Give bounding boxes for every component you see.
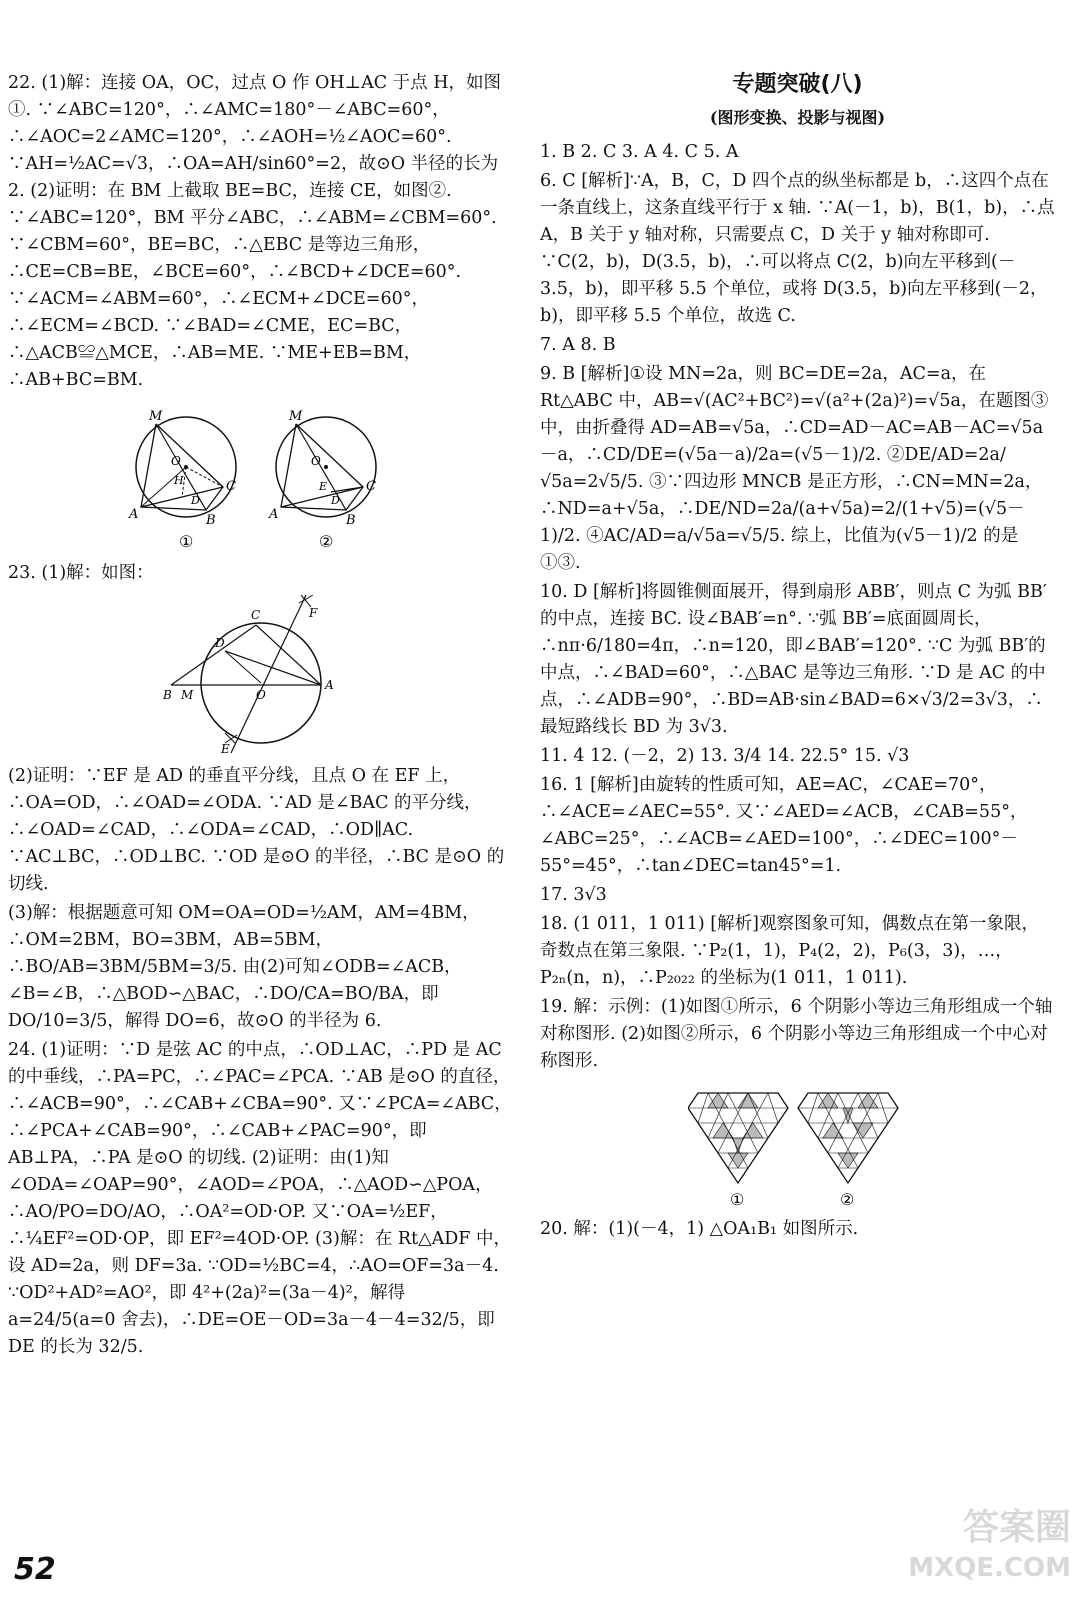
svg-text:D: D: [330, 494, 340, 507]
svg-text:B: B: [162, 688, 172, 702]
answer-19: 19. 解：示例：(1)如图①所示，6 个阴影小等边三角形组成一个轴对称图形. (2)如图②所示，6 个阴影小等边三角形组成一个中心对称图形.: [540, 997, 1053, 1071]
answer-16: 16. 1 [解析]由旋转的性质可知，AE=AC，∠CAE=70°，∴∠ACE=∠AEC=55°. 又∵∠AED=∠ACB，∠CAB=55°，∠ABC=25°，∴∠ACB=∠AED=100°，∴∠DEC=100°－55°=45°，∴tan∠DEC=tan45°=1.: [540, 775, 1028, 876]
svg-text:E: E: [318, 480, 327, 493]
right-column: [540, 70, 1055, 1245]
svg-text:C: C: [365, 479, 376, 494]
svg-text:D: D: [190, 494, 200, 507]
left-column: [8, 70, 513, 1363]
watermark-line-2: MXQE.COM: [908, 1553, 1071, 1583]
watermark-line-1: 答案圈: [962, 1507, 1071, 1548]
svg-text:C: C: [250, 608, 260, 622]
figure-19-label-1: ①: [729, 1190, 744, 1208]
svg-text:A: A: [128, 507, 138, 522]
svg-text:O: O: [255, 688, 266, 702]
answer-11-15: 11. 4 12. (－2，2) 13. 3/4 14. 22.5° 15. √3: [540, 746, 910, 766]
answer-23-part2: (2)证明：∵EF 是 AD 的垂直平分线，且点 O 在 EF 上，∴OA=OD，∴∠OAD=∠ODA. ∵AD 是∠BAC 的平分线，∴∠OAD=∠CAD，∴∠ODA=∠CAD，∴OD∥AC. ∵AC⊥BC，∴OD⊥BC. ∵OD 是⊙O 的半径，∴BC 是⊙O 的切线.: [8, 766, 505, 894]
section-title: 专题突破(八): [732, 72, 863, 97]
figure-22-label-1: ①: [178, 532, 193, 551]
section-subtitle: (图形变换、投影与视图): [709, 108, 886, 127]
svg-text:O: O: [310, 454, 321, 468]
answer-17: 17. 3√3: [540, 885, 607, 905]
svg-text:E: E: [220, 742, 230, 755]
svg-text:B: B: [345, 513, 356, 528]
svg-text:O: O: [170, 454, 181, 468]
svg-text:M: M: [148, 409, 162, 424]
answer-6: 6. C [解析]∵A，B，C，D 四个点的纵坐标都是 b，∴这四个点在一条直线上，这条直线平行于 x 轴. ∵A(－1，b)，B(1，b)，∴点 A，B 关于 y 轴对称，只需要点 C，D 关于 y 轴对称即可. ∵C(2，b)，D(3.5，b)，∴可以将点 C(2，b)向左平移到(－3.5，b)，即平移 5.5 个单位，或将 D(3.5，b)向左平移到(－2，b)，即平移 5.5 个单位，故选 C.: [540, 171, 1055, 326]
svg-text:M: M: [288, 409, 302, 424]
svg-text:A: A: [324, 678, 334, 692]
figure-19: [688, 1083, 908, 1208]
answer-24-text: 24. (1)证明：∵D 是弦 AC 的中点，∴OD⊥AC，∴PD 是 AC 的中垂线，∴PA=PC，∴∠PAC=∠PCA. ∵AB 是⊙O 的直径，∴∠ACB=90°，∴∠CAB+∠CBA=90°. 又∵∠PCA=∠ABC，∴∠PCA+∠CAB=90°，∴∠CAB+∠PAC=90°，即 AB⊥PA，∴PA 是⊙O 的切线. (2)证明：由(1)知∠ODA=∠OAP=90°，∠AOD=∠POA，∴△AOD∽△POA，∴AO/PO=DO/AO，∴OA²=OD·OP. 又∵OA=½EF，∴¼EF²=OD·OP，即 EF²=4OD·OP. (3)解：在 Rt△ADF 中，设 AD=2a，则 DF=3a. ∵OD=½BC=4，∴AO=OF=3a－4. ∵OD²+AD²=AO²，即 4²+(2a)²=(3a－4)²，解得 a=24/5(a=0 舍去)，∴DE=OE－OD=3a－4－4=32/5，即 DE 的长为 32/5.: [8, 1040, 512, 1357]
svg-text:D: D: [214, 636, 225, 650]
answer-22-text: 22. (1)解：连接 OA，OC，过点 O 作 OH⊥AC 于点 H，如图①. ∵∠ABC=120°，∴∠AMC=180°－∠ABC=60°，∴∠AOC=2∠AMC=120°，∴∠AOH=½∠AOC=60°. ∵AH=½AC=√3，∴OA=AH/sin60°=2，故⊙O 半径的长为 2. (2)证明：在 BM 上截取 BE=BC，连接 CE，如图②. ∵∠ABC=120°，BM 平分∠ABC，∴∠ABM=∠CBM=60°. ∵∠CBM=60°，BE=BC，∴△EBC 是等边三角形，∴CE=CB=BE，∠BCE=60°，∴∠BCD+∠DCE=60°. ∵∠ACM=∠ABM=60°，∴∠ECM+∠DCE=60°，∴∠ECM=∠BCD. ∵∠BAD=∠CME，EC=BC，∴△ACB≌△MCE，∴AB=ME. ∵ME+EB=BM，∴AB+BC=BM.: [8, 73, 501, 390]
answer-23-part1: 23. (1)解：如图：: [8, 563, 154, 583]
answer-18: 18. (1 011，1 011) [解析]观察图象可知，偶数点在第一象限，奇数点在第三象限. ∵P₂(1，1)，P₄(2，2)，P₆(3，3)，…，P₂ₙ(n，n)，∴P₂₀₂₂ 的坐标为(1 011，1 011).: [540, 914, 1039, 988]
watermark: [908, 1508, 1071, 1588]
answer-7-8: 7. A 8. B: [540, 335, 616, 355]
svg-text:H: H: [173, 474, 184, 487]
figure-23: [161, 595, 361, 755]
answer-23-part3: (3)解：根据题意可知 OM=OA=OD=½AM，AM=4BM，∴OM=2BM，BO=3BM，AB=5BM，∴BO/AB=3BM/5BM=3/5. 由(2)可知∠ODB=∠ACB，∠B=∠B，∴△BOD∽△BAC，∴DO/CA=BO/BA，即 DO/10=3/5，解得 DO=6，故⊙O 的半径为 6.: [8, 903, 480, 1031]
svg-text:B: B: [205, 513, 216, 528]
figure-22-label-2: ②: [318, 532, 333, 551]
page-number: 52: [14, 1552, 56, 1587]
svg-text:A: A: [268, 507, 278, 522]
svg-text:F: F: [308, 606, 317, 620]
svg-text:M: M: [180, 688, 193, 702]
answer-1-5: 1. B 2. C 3. A 4. C 5. A: [540, 142, 739, 162]
answer-20: 20. 解：(1)(－4，1) △OA₁B₁ 如图所示.: [540, 1219, 859, 1239]
svg-text:C: C: [225, 479, 236, 494]
figure-19-label-2: ②: [839, 1190, 854, 1208]
figure-22: [111, 402, 411, 552]
answer-10: 10. D [解析]将圆锥侧面展开，得到扇形 ABB′，则点 C 为弧 BB′的中点，连接 BC. 设∠BAB′=n°. ∵弧 BB′=底面圆周长，∴nπ·6/180=4π，∴n=120，即∠BAB′=120°. ∵C 为弧 BB′的中点，∴∠BAD=60°，∴△BAC 是等边三角形. ∵D 是 AC 的中点，∴∠ADB=90°，∴BD=AB·sin∠BAD=6×√3/2=3√3，∴最短路线长 BD 为 3√3.: [540, 582, 1047, 737]
answer-9: 9. B [解析]①设 MN=2a，则 BC=DE=2a，AC=a，在 Rt△ABC 中，AB=√(AC²+BC²)=√(a²+(2a)²)=√5a，在题图③中，由折叠得 AD=AB=√5a，∴CD=AD－AC=AB－AC=√5a－a，∴CD/DE=(√5a－a)/2a=(√5－1)/2. ②DE/AD=2a/√5a=2√5/5. ③∵四边形 MNCB 是正方形，∴CN=MN=2a，∴ND=a+√5a，∴DE/ND=2a/(a+√5a)=2/(1+√5)=(√5－1)/2. ④AC/AD=a/√5a=√5/5. 综上，比值为(√5－1)/2 的是①③.: [540, 364, 1049, 573]
